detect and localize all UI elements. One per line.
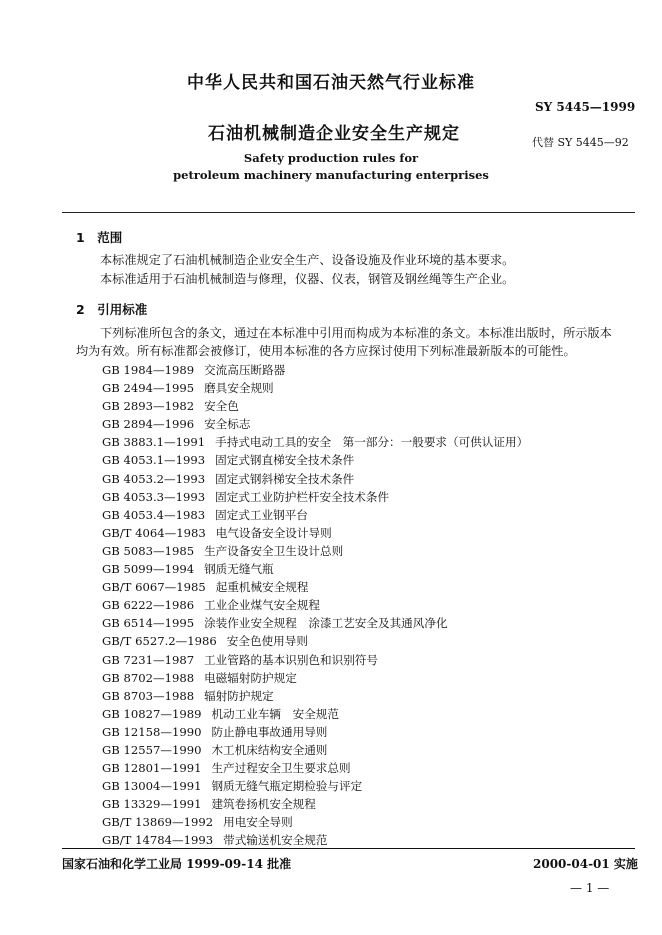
reference-code: GB 13004—1991 [102, 779, 202, 794]
reference-title: 电气设备安全设计导则 [215, 525, 332, 540]
reference-title: 带式输送机安全规范 [223, 833, 328, 848]
effective-date: 2000-04-01 实施 [533, 857, 638, 871]
reference-item [102, 651, 528, 669]
org-title: 中华人民共和国石油天然气行业标准 [187, 73, 475, 93]
reference-code: GB 8703—1988 [102, 688, 195, 703]
reference-title: 手持式电动工具的安全 第一部分：一般要求（可供认证用） [215, 435, 529, 450]
reference-code: GB 13329—1991 [102, 797, 202, 812]
reference-code: GB 6222—1986 [102, 598, 195, 613]
reference-title: 防止静电事故通用导则 [211, 724, 328, 739]
reference-code: GB/T 13869—1992 [102, 815, 214, 830]
reference-title: 电磁辐射防护规定 [204, 670, 297, 685]
reference-code: GB 5083—1985 [102, 543, 195, 558]
reference-code: GB 2894—1996 [102, 417, 195, 432]
reference-code: GB 10827—1989 [102, 706, 202, 721]
reference-item [102, 813, 528, 831]
reference-title: 工业企业煤气安全规程 [204, 598, 321, 613]
reference-title: 钢质无缝气瓶 [204, 562, 274, 577]
reference-title: 固定式工业防护栏杆安全技术条件 [215, 489, 390, 504]
reference-code: GB/T 14784—1993 [102, 833, 214, 848]
header-divider [62, 212, 635, 213]
reference-title: 固定式钢直梯安全技术条件 [215, 453, 355, 468]
reference-title: 钢质无缝气瓶定期检验与评定 [211, 779, 363, 794]
reference-code: GB 8702—1988 [102, 670, 195, 685]
page-number: — 1 — [570, 881, 610, 895]
reference-title: 生产过程安全卫生要求总则 [211, 761, 351, 776]
reference-code: GB 12801—1991 [102, 761, 202, 776]
reference-code: GB 12158—1990 [102, 724, 202, 739]
reference-code: GB/T 6067—1985 [102, 580, 206, 595]
reference-title: 交流高压断路器 [204, 363, 286, 377]
reference-item [102, 741, 528, 759]
reference-title: 安全标志 [204, 417, 251, 432]
reference-code: GB 2893—1982 [102, 399, 195, 414]
reference-item [102, 542, 528, 560]
reference-item [102, 795, 528, 813]
english-title-line-2: petroleum machinery manufacturing enterprises [173, 168, 489, 182]
reference-title: 安全色使用导则 [226, 634, 308, 649]
reference-title: 涂装作业安全规程 涂漆工艺安全及其通风净化 [204, 616, 448, 631]
reference-item [102, 451, 528, 469]
reference-item [102, 524, 528, 542]
reference-code: GB/T 4064—1983 [102, 525, 206, 540]
reference-item [102, 669, 528, 687]
reference-item [102, 777, 528, 795]
approval-line: 国家石油和化学工业局 1999-09-14 批准 [62, 857, 292, 871]
reference-code: GB 4053.2—1993 [102, 471, 206, 486]
reference-code: GB 5099—1994 [102, 562, 195, 577]
reference-item [102, 433, 528, 451]
reference-item [102, 470, 528, 488]
chinese-title: 石油机械制造企业安全生产规定 [208, 124, 460, 144]
english-title-line-1: Safety production rules for [243, 151, 419, 165]
reference-code: GB 3883.1—1991 [102, 435, 206, 450]
standard-number: SY 5445—1999 [535, 100, 636, 114]
reference-title: 生产设备安全卫生设计总则 [204, 543, 344, 558]
section-1-paragraph-2: 本标准适用于石油机械制造与修理，仪器、仪表，钢管及钢丝绳等生产企业。 [100, 272, 515, 286]
reference-code: GB 12557—1990 [102, 742, 202, 757]
reference-title: 工业管路的基本识别色和识别符号 [204, 652, 378, 667]
reference-item [102, 578, 528, 596]
reference-code: GB 4053.3—1993 [102, 489, 206, 504]
reference-title: 安全色 [204, 399, 239, 414]
reference-item [102, 687, 528, 705]
reference-item [102, 361, 528, 379]
reference-item [102, 723, 528, 741]
reference-title: 木工机床结构安全通则 [211, 742, 328, 757]
reference-code: GB/T 6527.2—1986 [102, 634, 217, 649]
reference-title: 起重机械安全规程 [215, 580, 309, 595]
reference-title: 磨具安全规则 [204, 381, 274, 396]
footer-divider [62, 848, 635, 849]
reference-code: GB 7231—1987 [102, 652, 195, 667]
reference-list [102, 361, 528, 850]
reference-item [102, 560, 528, 578]
reference-item [102, 488, 528, 506]
reference-item [102, 506, 528, 524]
section-2-intro-line-2: 均为有效。所有标准都会被修订，使用本标准的各方应探讨使用下列标准最新版本的可能性。 [76, 344, 576, 358]
reference-code: GB 1984—1989 [102, 363, 195, 377]
reference-item [102, 415, 528, 433]
reference-title: 机动工业车辆 安全规范 [211, 706, 339, 721]
reference-item [102, 831, 528, 849]
reference-item [102, 397, 528, 415]
reference-title: 固定式工业钢平台 [215, 507, 308, 522]
reference-item [102, 379, 528, 397]
section-1-paragraph-1: 本标准规定了石油机械制造企业安全生产、设备设施及作业环境的基本要求。 [100, 253, 515, 267]
reference-item [102, 632, 528, 650]
reference-title: 辐射防护规定 [204, 688, 274, 703]
reference-title: 建筑卷扬机安全规程 [211, 797, 316, 812]
reference-title: 用电安全导则 [223, 815, 293, 830]
replaces-standard: 代替 SY 5445—92 [532, 136, 629, 149]
reference-item [102, 596, 528, 614]
reference-item [102, 759, 528, 777]
reference-item [102, 614, 528, 632]
section-2-intro-line-1: 下列标准所包含的条文，通过在本标准中引用而构成为本标准的条文。本标准出版时，所示版本 [100, 326, 612, 340]
reference-item [102, 705, 528, 723]
section-1-heading: 1 范围 [76, 230, 123, 245]
reference-code: GB 4053.4—1983 [102, 507, 206, 522]
reference-code: GB 6514—1995 [102, 616, 195, 631]
section-2-heading: 2 引用标准 [76, 302, 148, 317]
reference-title: 固定式钢斜梯安全技术条件 [215, 471, 355, 486]
reference-code: GB 2494—1995 [102, 381, 195, 396]
reference-code: GB 4053.1—1993 [102, 453, 206, 468]
